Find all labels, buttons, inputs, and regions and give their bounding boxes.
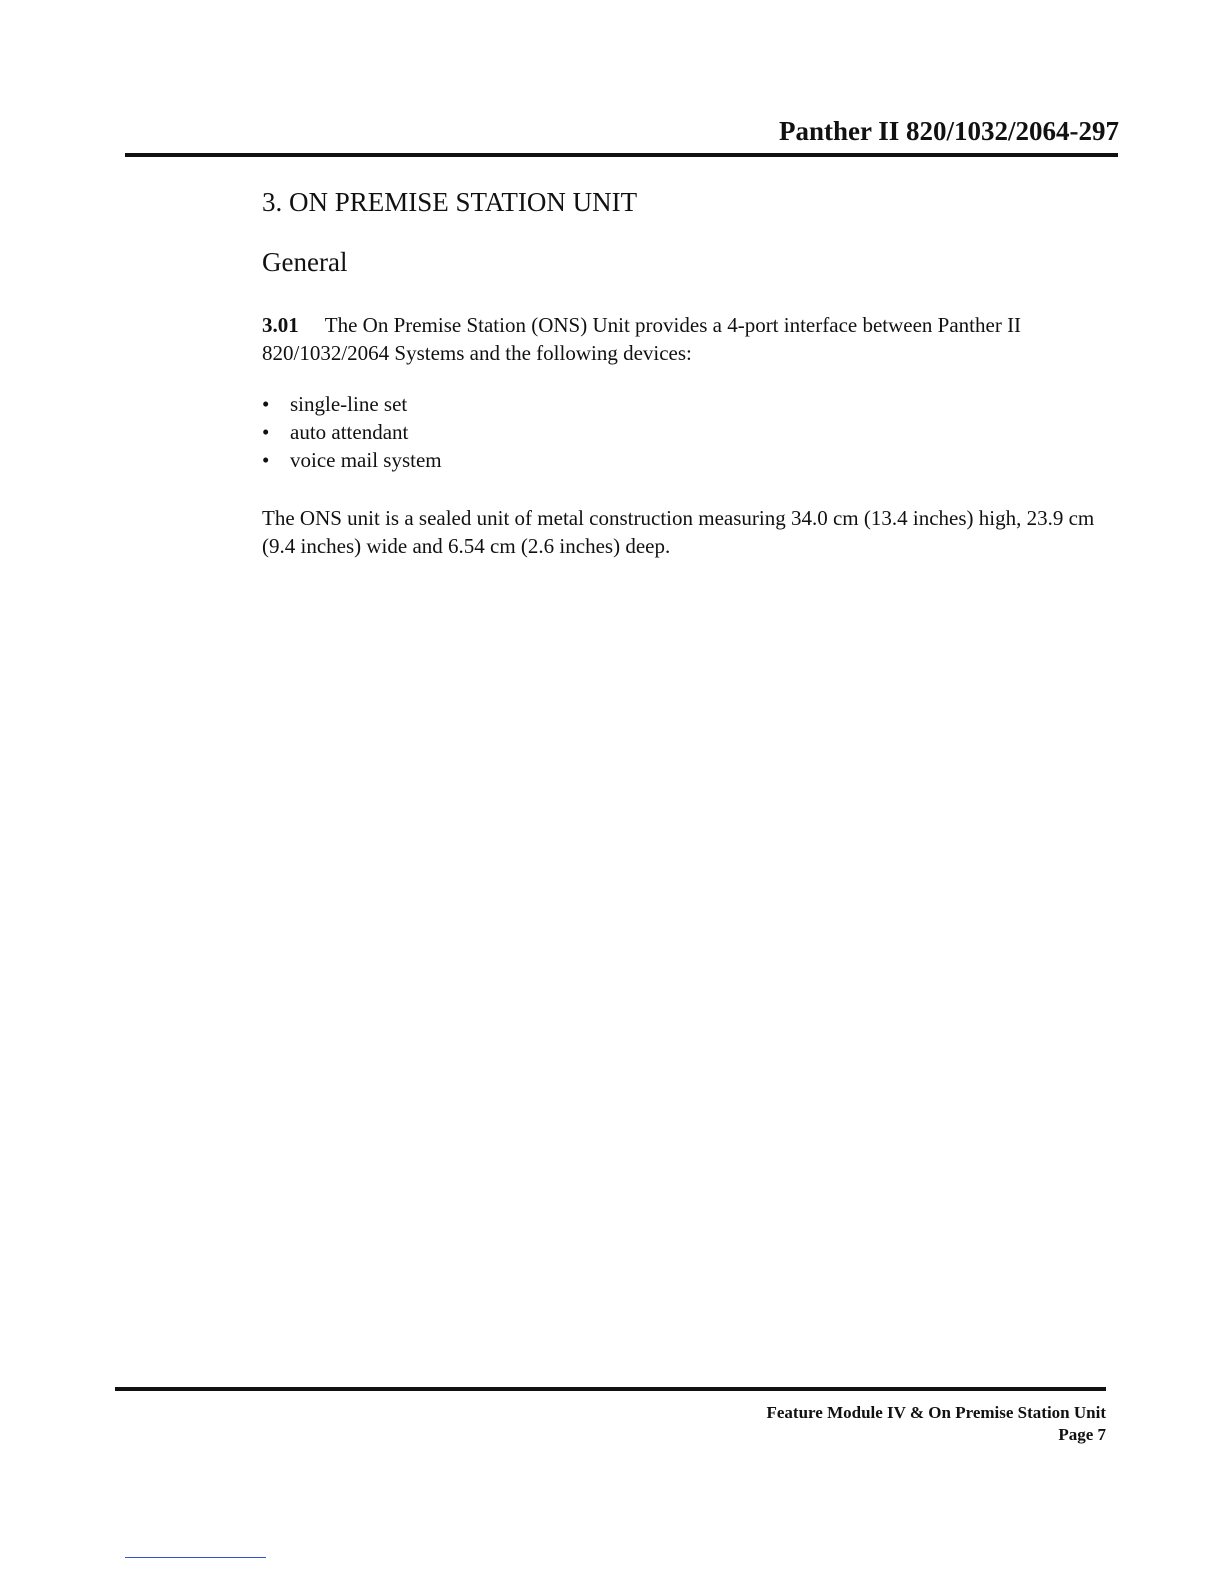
list-item-text: auto attendant	[290, 420, 409, 444]
document-header-title: Panther II 820/1032/2064-297	[778, 116, 1119, 146]
header-rule	[125, 153, 1118, 157]
paragraph-text: The On Premise Station (ONS) Unit provides a 4-port interface between Panther II 820/1032/2064 Systems and the following devices:	[262, 313, 1022, 365]
paragraph-3-01	[262, 311, 1112, 367]
list-item	[262, 418, 442, 446]
bullet-icon: •	[262, 392, 270, 416]
section-heading: 3. ON PREMISE STATION UNIT	[262, 187, 638, 217]
bullet-icon: •	[262, 420, 270, 444]
footer-page-number: Page 7	[1058, 1425, 1106, 1444]
page-footer	[766, 1402, 1106, 1446]
list-item-text: single-line set	[290, 392, 408, 416]
list-item	[262, 446, 442, 474]
footer-rule	[115, 1387, 1106, 1391]
list-item-text: voice mail system	[290, 448, 442, 472]
list-item	[262, 390, 442, 418]
paragraph-dimensions: The ONS unit is a sealed unit of metal construction measuring 34.0 cm (13.4 inches) high, 23.9 cm (9.4 inches) wide and 6.54 cm (2.6 inches) deep.	[262, 506, 1095, 558]
bullet-icon: •	[262, 448, 270, 472]
device-list	[262, 390, 442, 474]
footer-module-title: Feature Module IV & On Premise Station Unit	[766, 1403, 1106, 1422]
paragraph-number: 3.01	[262, 313, 299, 337]
edge-underline-mark	[125, 1557, 266, 1558]
subsection-heading: General	[262, 247, 348, 277]
